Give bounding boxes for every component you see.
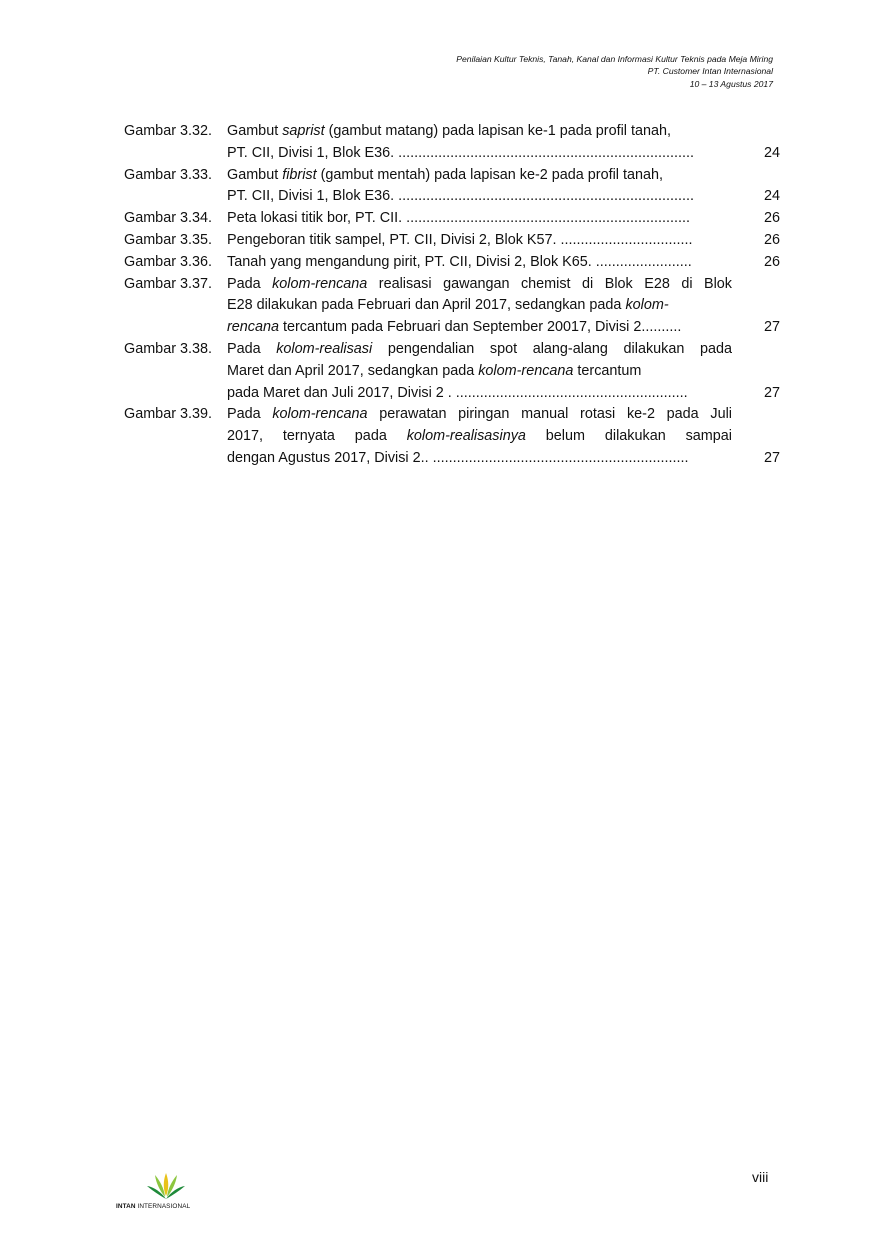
page-ref: 27 [763, 319, 780, 336]
figure-label: Gambar 3.36. [124, 253, 212, 270]
page-ref: 24 [763, 144, 780, 161]
page-ref: 24 [763, 188, 780, 205]
entry-text: 2017, ternyata pada kolom-realisasinya belum dilakukan sampai [227, 428, 732, 445]
page-number: viii [752, 1169, 769, 1185]
toc-entry[interactable] [124, 165, 780, 209]
entry-text: Pengeboran titik sampel, PT. CII, Divisi 2, Blok K57. ................................. [227, 231, 693, 248]
toc-entry[interactable] [124, 230, 780, 252]
figure-label: Gambar 3.33. [124, 166, 212, 183]
company-logo [116, 1172, 216, 1210]
entry-text: Pada kolom-rencana perawatan piringan manual rotasi ke-2 pada Juli [227, 406, 732, 423]
header-title: Penilaian Kultur Teknis, Tanah, Kanal dan Informasi Kultur Teknis pada Meja Miring [456, 54, 773, 64]
page-ref: 27 [763, 449, 780, 466]
figure-label: Gambar 3.38. [124, 340, 212, 357]
page-ref: 27 [763, 384, 780, 401]
entry-text: Peta lokasi titik bor, PT. CII. ....................................................................... [227, 210, 691, 227]
figure-label: Gambar 3.35. [124, 231, 212, 248]
toc-entry[interactable] [124, 339, 780, 404]
entry-text: Tanah yang mengandung pirit, PT. CII, Divisi 2, Blok K65. ........................ [227, 253, 692, 270]
page-ref: 26 [763, 210, 780, 227]
figure-label: Gambar 3.34. [124, 210, 212, 227]
running-header [456, 53, 773, 90]
entry-text: Pada kolom-rencana realisasi gawangan chemist di Blok E28 di Blok [227, 275, 732, 292]
figure-label: Gambar 3.39. [124, 406, 212, 423]
toc-entry[interactable] [124, 274, 780, 339]
toc-entry[interactable] [124, 208, 780, 230]
entry-text: PT. CII, Divisi 1, Blok E36. .......................................................................... [227, 188, 695, 205]
page-ref: 26 [763, 231, 780, 248]
entry-text: rencana tercantum pada Februari dan September 20017, Divisi 2.......... [227, 319, 682, 336]
entry-text: Maret dan April 2017, sedangkan pada kolom-rencana tercantum [227, 362, 642, 379]
figure-label: Gambar 3.37. [124, 275, 212, 292]
entry-text: Gambut fibrist (gambut mentah) pada lapisan ke-2 pada profil tanah, [227, 166, 663, 183]
entry-text: Gambut saprist (gambut matang) pada lapisan ke-1 pada profil tanah, [227, 123, 671, 139]
toc-entry[interactable] [124, 404, 780, 469]
entry-text: dengan Agustus 2017, Divisi 2.. ................................................................ [227, 449, 689, 466]
header-date: 10 – 13 Agustus 2017 [689, 78, 773, 89]
figure-label: Gambar 3.32. [124, 123, 212, 139]
header-company: PT. Customer Intan Internasional [647, 66, 773, 77]
entry-text: Pada kolom-realisasi pengendalian spot alang-alang dilakukan pada [227, 340, 732, 357]
entry-text: pada Maret dan Juli 2017, Divisi 2 . .......................................................... [227, 384, 688, 401]
logo-wordmark: INTAN INTERNASIONAL [116, 1203, 191, 1210]
leaf-mark-icon [146, 1172, 186, 1200]
entry-text: PT. CII, Divisi 1, Blok E36. .......................................................................... [227, 144, 695, 161]
list-of-figures [124, 121, 780, 470]
toc-entry[interactable] [124, 121, 780, 165]
toc-entry[interactable] [124, 252, 780, 274]
entry-text: E28 dilakukan pada Februari dan April 2017, sedangkan pada kolom- [227, 297, 669, 314]
page-ref: 26 [763, 253, 780, 270]
